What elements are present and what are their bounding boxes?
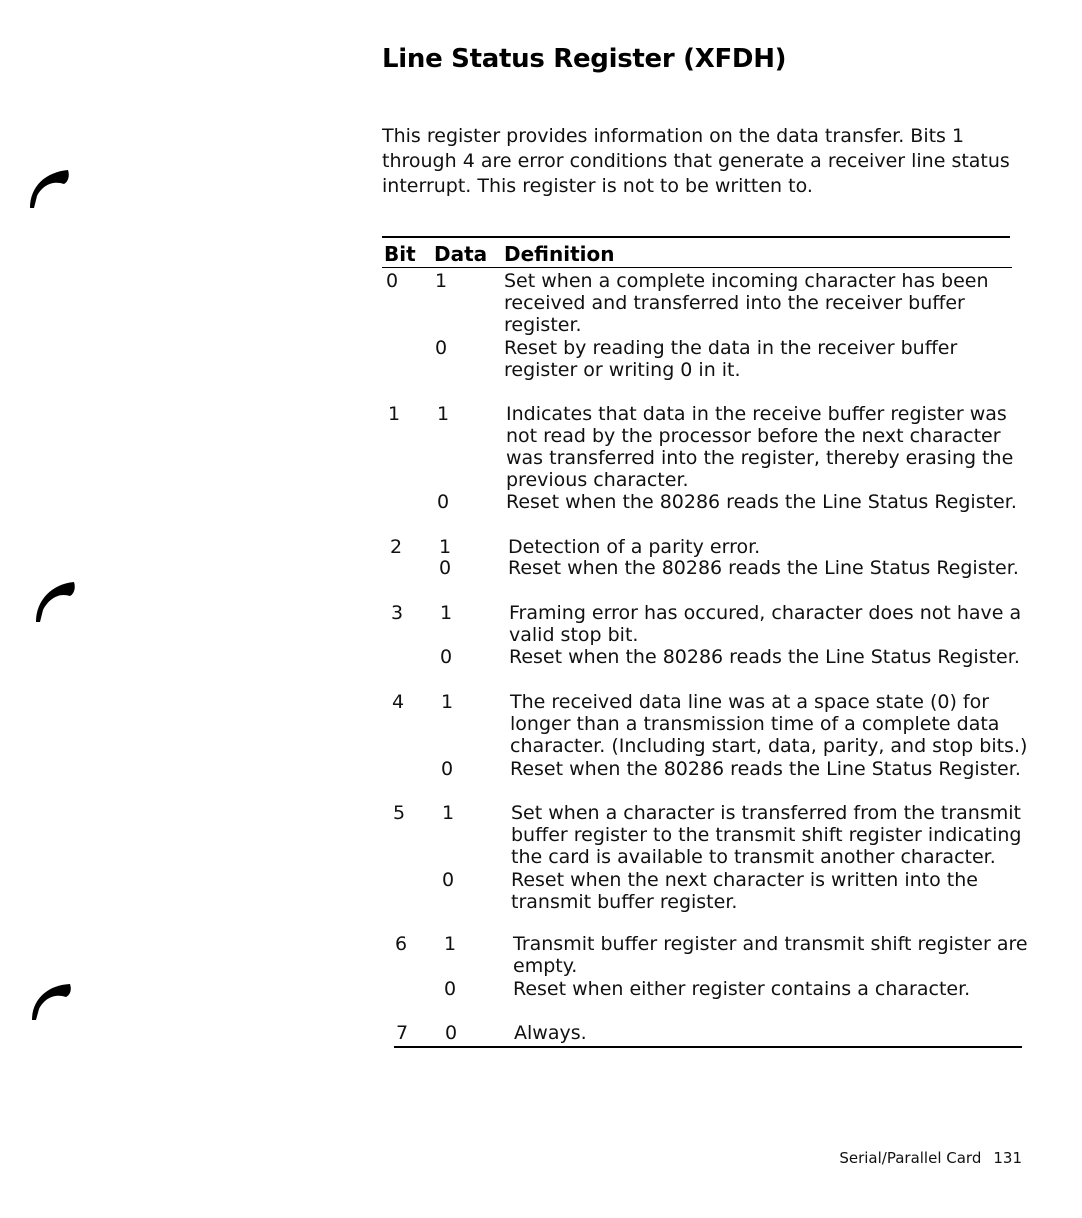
cell-data: 1 (443, 933, 457, 955)
definition-line: Set when a character is transferred from the transmit (511, 802, 1021, 824)
cell-bit: 0 (385, 270, 399, 292)
cell-bit: 7 (395, 1022, 409, 1044)
cell-definition (508, 557, 1028, 579)
header-underline (382, 267, 1012, 268)
definition-line: Reset when the next character is written into the (511, 869, 978, 891)
definition-line: Indicates that data in the receive buffer register was (506, 403, 1007, 425)
definition-line: Always. (514, 1022, 587, 1044)
definition-line: Reset by reading the data in the receiver buffer (504, 337, 958, 359)
cell-definition (508, 536, 1028, 558)
cell-bit: 2 (389, 536, 403, 558)
definition-line: buffer register to the transmit shift register indicating (511, 824, 1022, 846)
definition-line: register. (504, 314, 582, 336)
definition-line: Reset when the 80286 reads the Line Status Register. (510, 758, 1021, 780)
cell-definition (510, 758, 1030, 780)
page-title: Line Status Register (XFDH) (382, 44, 787, 74)
definition-line: valid stop bit. (509, 624, 639, 646)
cell-data: 0 (434, 337, 448, 359)
page-footer (839, 1149, 1022, 1167)
cell-bit: 5 (392, 802, 406, 824)
definition-line: register or writing 0 in it. (504, 359, 741, 381)
definition-line: Reset when the 80286 reads the Line Status Register. (509, 646, 1020, 668)
cell-definition (513, 978, 1033, 1000)
cell-definition (506, 491, 1026, 513)
cell-data: 0 (444, 1022, 458, 1044)
definition-line: Reset when either register contains a character. (513, 978, 971, 1000)
cell-definition (509, 646, 1029, 668)
cell-definition (510, 691, 1030, 757)
cell-bit: 6 (394, 933, 408, 955)
cell-data: 1 (441, 802, 455, 824)
cell-bit: 4 (391, 691, 405, 713)
definition-line: longer than a transmission time of a complete data (510, 713, 1000, 735)
cell-definition (513, 933, 1033, 977)
definition-line: Reset when the 80286 reads the Line Status Register. (506, 491, 1017, 513)
definition-line: Framing error has occured, character does not have a (509, 602, 1022, 624)
cell-bit: 1 (387, 403, 401, 425)
cell-data: 1 (440, 691, 454, 713)
definition-line: Transmit buffer register and transmit shift register are (513, 933, 1028, 955)
intro-line: through 4 are error conditions that generate a receiver line status (382, 150, 1010, 172)
cell-data: 0 (436, 491, 450, 513)
intro-line: interrupt. This register is not to be written to. (382, 175, 813, 197)
definition-line: empty. (513, 955, 578, 977)
cell-data: 0 (439, 646, 453, 668)
definition-line: was transferred into the register, thereby erasing the (506, 447, 1014, 469)
cell-data: 0 (440, 758, 454, 780)
definition-line: transmit buffer register. (511, 891, 738, 913)
definition-line: Reset when the 80286 reads the Line Status Register. (508, 557, 1019, 579)
definition-line: character. (Including start, data, parity, and stop bits.) (510, 735, 1028, 757)
header-data: Data (434, 242, 488, 266)
cell-definition (504, 270, 1024, 336)
intro-line: This register provides information on the data transfer. Bits 1 (382, 125, 965, 147)
definition-line: Detection of a parity error. (508, 536, 761, 558)
definition-line: The received data line was at a space state (0) for (510, 691, 990, 713)
cell-definition (506, 403, 1026, 491)
footer-section: Serial/Parallel Card (839, 1149, 982, 1167)
cell-definition (514, 1022, 1034, 1044)
intro-paragraph (382, 124, 1022, 199)
binder-hole-mark-icon (34, 580, 78, 624)
cell-data: 0 (438, 557, 452, 579)
cell-data: 0 (443, 978, 457, 1000)
cell-definition (504, 337, 1024, 381)
binder-hole-mark-icon (30, 982, 74, 1022)
header-definition: Definition (504, 242, 615, 266)
cell-data: 1 (439, 602, 453, 624)
cell-definition (511, 869, 1031, 913)
cell-data: 1 (434, 270, 448, 292)
cell-bit: 3 (390, 602, 404, 624)
definition-line: not read by the processor before the next character (506, 425, 1001, 447)
cell-data: 1 (438, 536, 452, 558)
table-bottom-rule (394, 1046, 1022, 1048)
binder-hole-mark-icon (28, 168, 72, 210)
definition-line: Set when a complete incoming character has been (504, 270, 989, 292)
cell-data: 0 (441, 869, 455, 891)
table-top-rule (382, 236, 1010, 238)
cell-definition (509, 602, 1029, 646)
page-number: 131 (993, 1149, 1022, 1167)
definition-line: previous character. (506, 469, 689, 491)
definition-line: received and transferred into the receiver buffer (504, 292, 965, 314)
cell-data: 1 (436, 403, 450, 425)
header-bit: Bit (384, 242, 416, 266)
cell-definition (511, 802, 1031, 868)
definition-line: the card is available to transmit another character. (511, 846, 996, 868)
